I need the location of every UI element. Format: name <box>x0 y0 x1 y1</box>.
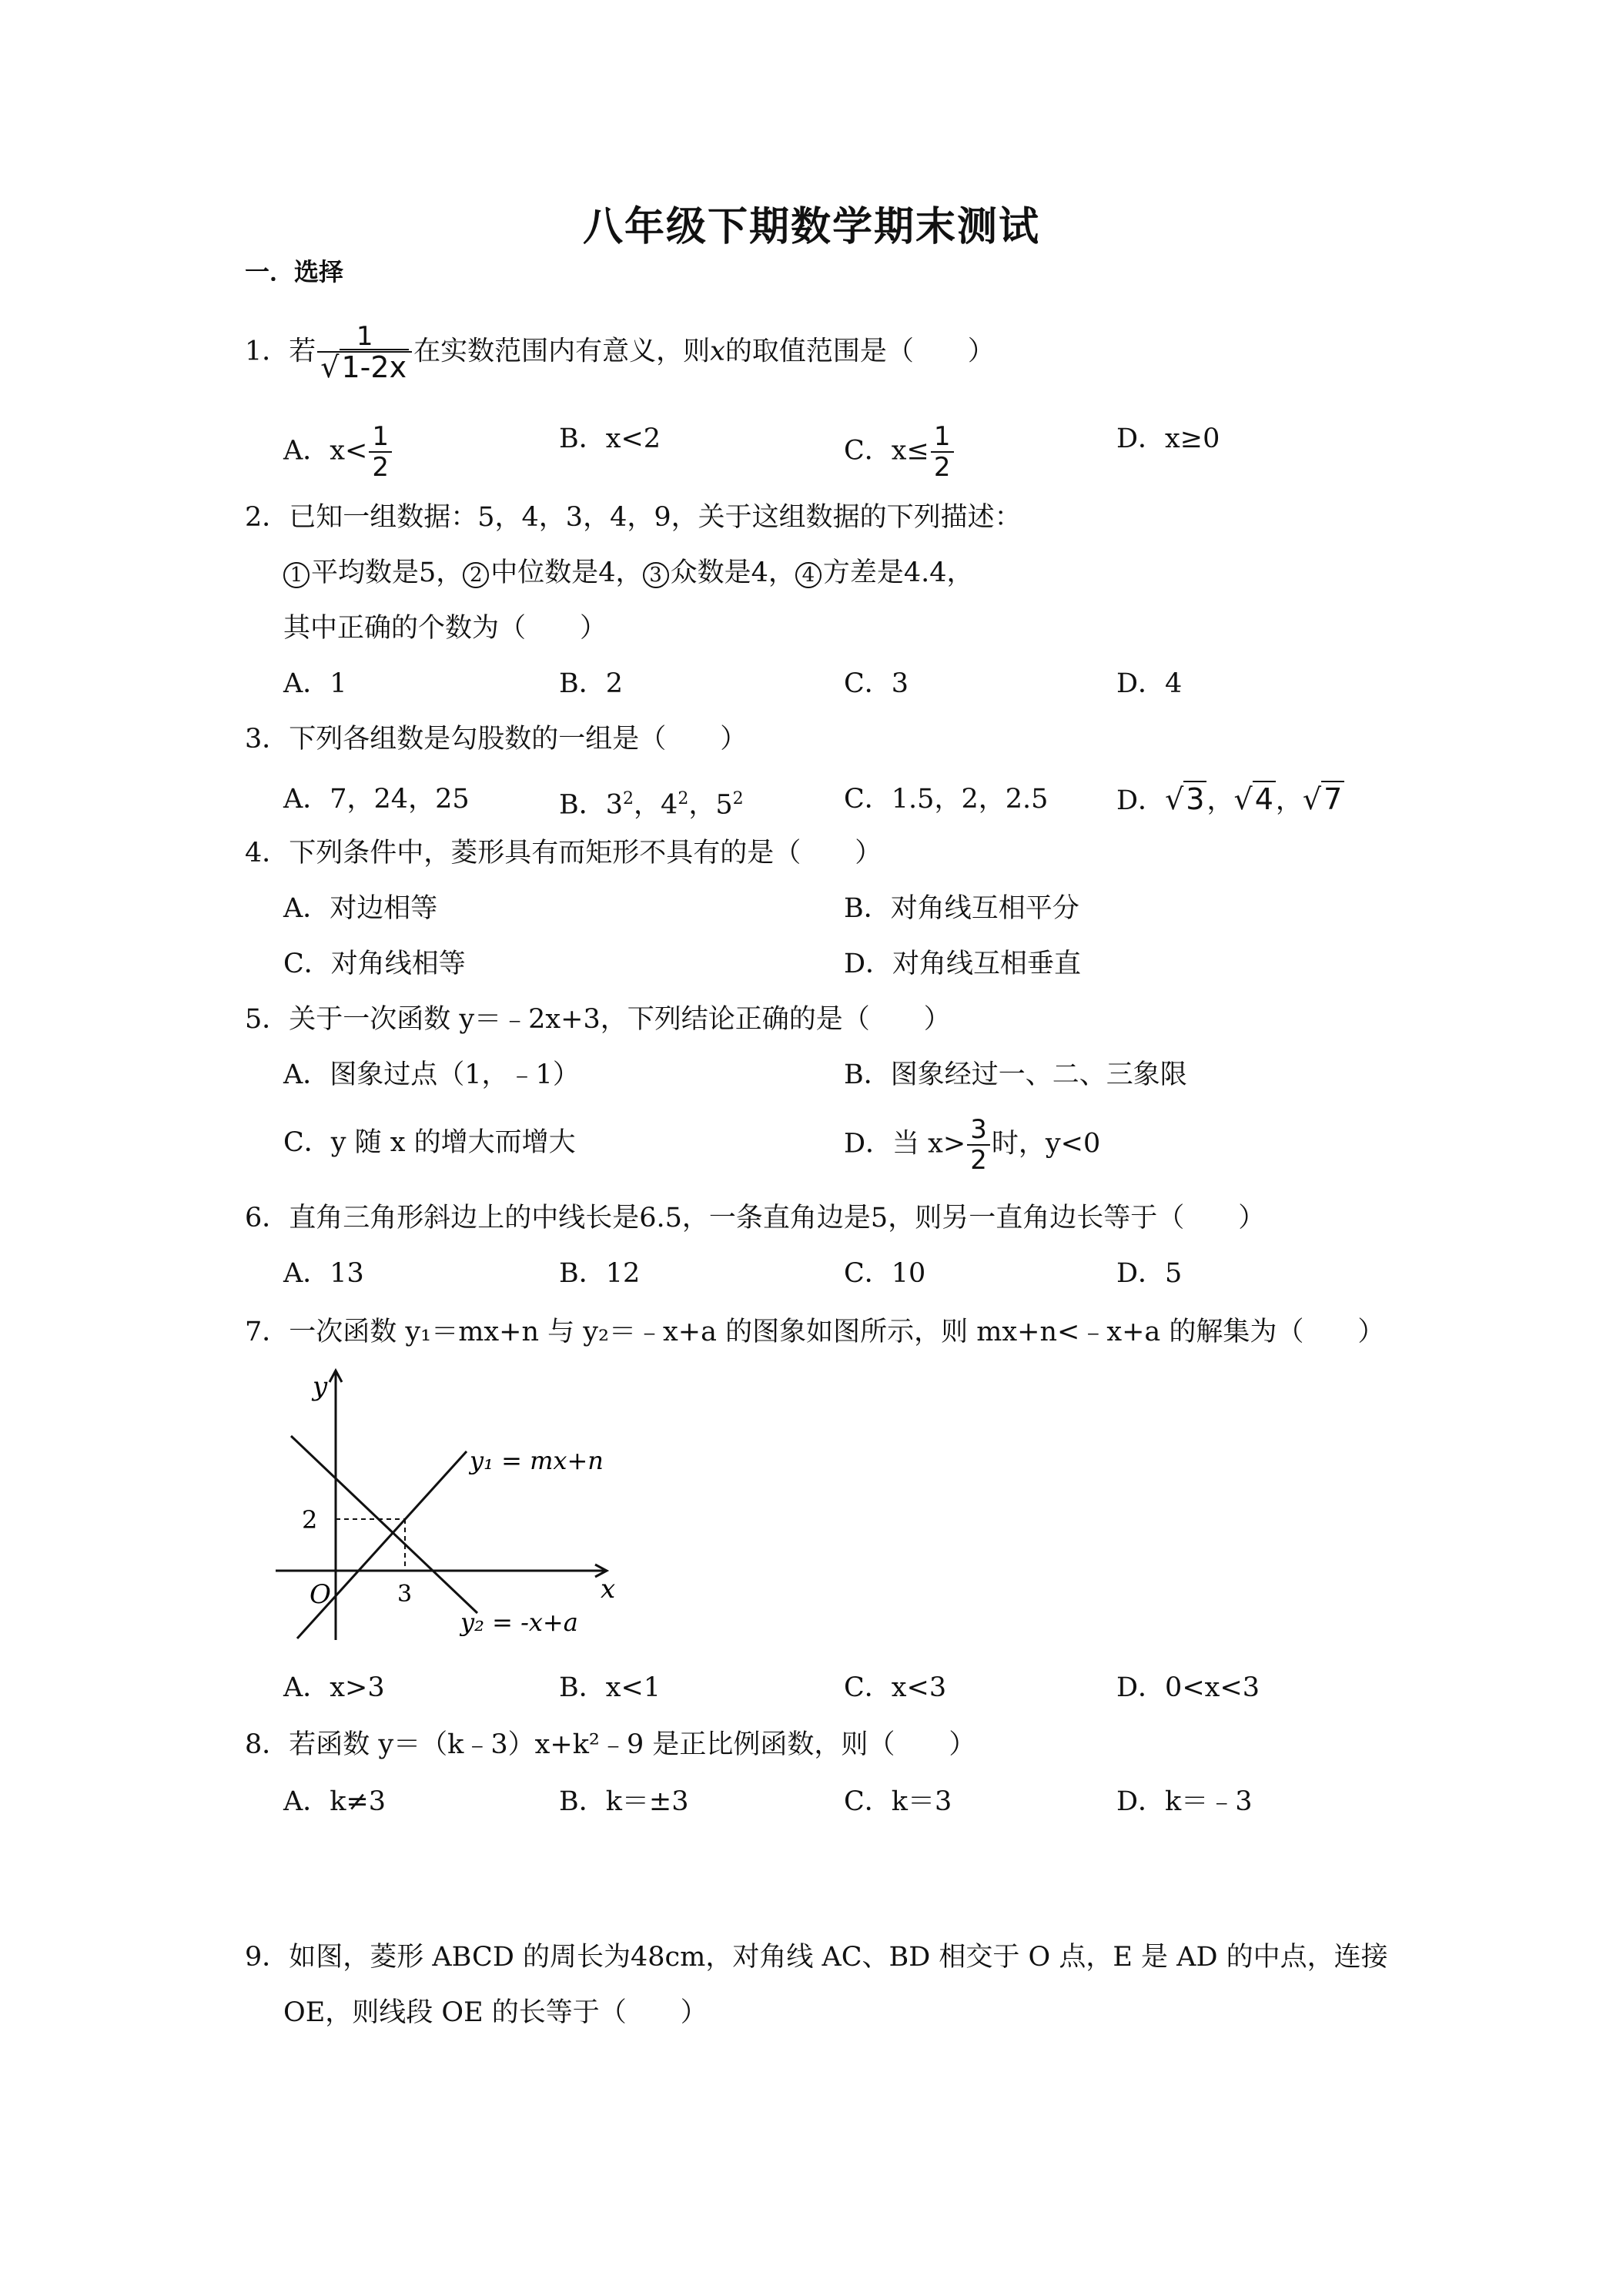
q5-option-a: A．图象过点（1，﹣1） <box>283 1059 580 1090</box>
q4-option-a: A．对边相等 <box>283 893 438 924</box>
q2-option-a: A．1 <box>283 668 347 699</box>
tick-label-y: 2 <box>302 1505 318 1535</box>
question-3-stem: 3．下列各组数是勾股数的一组是（ ） <box>245 724 748 755</box>
label-y1: y₁ = mx+n <box>470 1446 604 1475</box>
q7-option-a: A．x>3 <box>283 1672 385 1703</box>
y-axis-label: y <box>313 1371 328 1402</box>
page-title: 八年级下期数学期末测试 <box>582 204 1040 250</box>
question-5-stem: 5．关于一次函数 y＝﹣2x+3，下列结论正确的是（ ） <box>245 1004 951 1035</box>
question-7-stem: 7．一次函数 y₁＝mx+n 与 y₂＝﹣x+a 的图象如图所示，则 mx+n<﹣x+a 的解集为（ ） <box>245 1317 1385 1347</box>
q2-statements: 1 平均数是5， 2 中位数是4， 3 众数是4， 4 方差是4.4， <box>283 556 974 590</box>
q7-option-d: D．0<x<3 <box>1116 1672 1260 1703</box>
question-8-stem: 8．若函数 y＝（k﹣3）x+k²﹣9 是正比例函数，则（ ） <box>245 1729 976 1760</box>
q2-option-b: B．2 <box>559 668 623 699</box>
q2-option-d: D．4 <box>1116 668 1183 699</box>
section-heading: 一．选择 <box>245 257 344 286</box>
q5-option-d: D．当 x> $\frac{3}{2}$ 时，y<0 <box>844 1114 1101 1176</box>
q1-option-d: D．x≥0 <box>1116 423 1220 454</box>
question-9-stem-cont: OE，则线段 OE 的长等于（ ） <box>283 1997 708 2028</box>
q8-option-a: A．k≠3 <box>283 1786 387 1817</box>
line-y1 <box>297 1451 467 1638</box>
q6-option-a: A．13 <box>283 1258 364 1289</box>
q6-option-c: C．10 <box>844 1258 926 1289</box>
q1-option-b: B．x<2 <box>559 423 661 454</box>
q4-option-b: B．对角线互相平分 <box>844 893 1079 924</box>
q4-option-c: C．对角线相等 <box>283 949 466 979</box>
question-1-stem: 1．若 $\frac{1}{√1-2x}$ 在实数范围内有意义，则x的取值范围是（ ） <box>245 321 995 384</box>
question-6-stem: 6．直角三角形斜边上的中线长是6.5，一条直角边是5，则另一直角边长等于（ ） <box>245 1203 1266 1233</box>
q4-option-d: D．对角线互相垂直 <box>844 949 1082 979</box>
q6-option-d: D．5 <box>1116 1258 1183 1289</box>
q1-option-c: C．x≤ $\frac{1}{2}$ <box>844 422 955 482</box>
q7-option-b: B．x<1 <box>559 1672 661 1703</box>
q3-option-b: B．$3^2$，$4^2$，$5^2$ <box>559 789 744 821</box>
q6-option-b: B．12 <box>559 1258 641 1289</box>
tick-label-x: 3 <box>397 1581 413 1608</box>
q8-option-d: D．k＝﹣3 <box>1116 1786 1253 1817</box>
origin-label: O <box>310 1579 331 1610</box>
q8-option-b: B．k＝±3 <box>559 1786 689 1817</box>
question-2-stem: 2．已知一组数据：5，4，3，4，9，关于这组数据的下列描述： <box>245 502 1022 533</box>
q7-option-c: C．x<3 <box>844 1672 947 1703</box>
question-9-stem: 9．如图，菱形 ABCD 的周长为48cm，对角线 AC、BD 相交于 O 点，E 是 AD 的中点，连接 <box>245 1942 1388 1973</box>
question-4-stem: 4．下列条件中，菱形具有而矩形不具有的是（ ） <box>245 838 882 869</box>
q8-option-c: C．k＝3 <box>844 1786 952 1817</box>
q1-option-a: A．x< $\frac{1}{2}$ <box>283 422 393 482</box>
q3-option-c: C．1.5，2，2.5 <box>844 784 1049 815</box>
label-y2: y₂ = -x+a <box>460 1608 578 1637</box>
q2-option-c: C．3 <box>844 668 909 699</box>
q5-option-b: B．图象经过一、二、三象限 <box>844 1059 1187 1090</box>
q3-option-a: A．7，24，25 <box>283 784 470 815</box>
q5-option-c: C．y 随 x 的增大而增大 <box>283 1127 576 1158</box>
q1-fraction: $\frac{1}{√1-2x}$ <box>317 322 412 383</box>
q3-option-d: D．√3，√4，√7 <box>1116 782 1344 818</box>
x-axis-label: x <box>601 1574 616 1605</box>
q7-function-graph <box>268 1363 622 1648</box>
q2-prompt: 其中正确的个数为（ ） <box>283 613 607 644</box>
